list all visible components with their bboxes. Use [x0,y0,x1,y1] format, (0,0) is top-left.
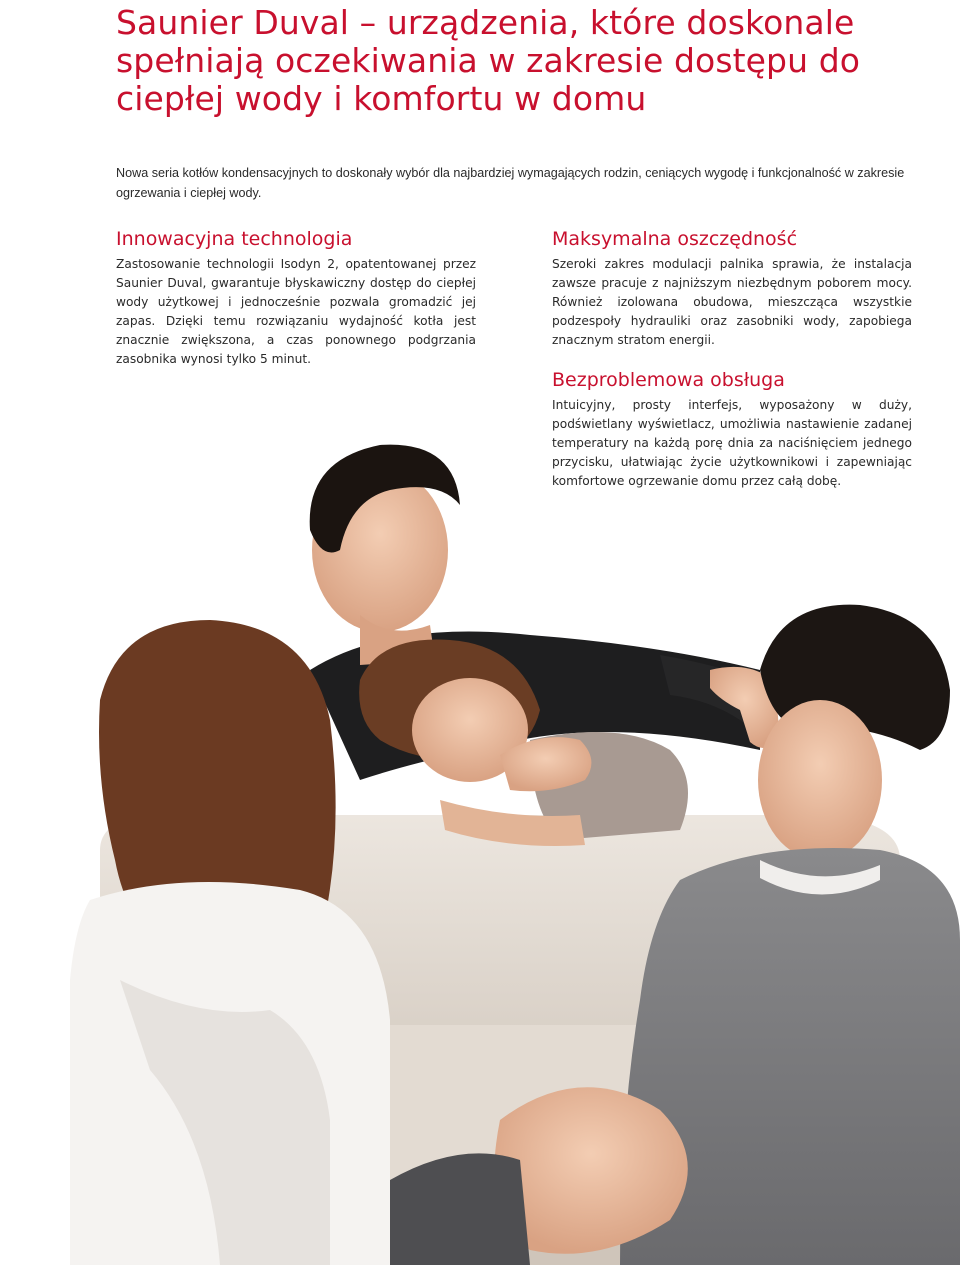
headline: Saunier Duval – urządzenia, które doskonale spełniają oczekiwania w zakresie dostępu do ciepłej wody i komfortu w domu [116,3,861,118]
section-title-easy-operation: Bezproblemowa obsługa [552,369,785,391]
section-body-innovative-technology: Zastosowanie technologii Isodyn 2, opatentowanej przez Saunier Duval, gwarantuje błyskawiczny dostęp do ciepłej wody użytkowej i jednocześnie pozwala gromadzić jej zapas. Dzięki temu rozwiązaniu wydajność kotła jest znacznie zwiększona, a czas ponownego podgrzania zasobnika wynosi tylko 5 minut. [116,257,476,366]
left-column [116,226,476,369]
family-photo-illustration [60,420,960,1265]
section-body-easy-operation: Intuicyjny, prosty interfejs, wyposażony w duży, podświetlany wyświetlacz, umożliwia nastawienie zadanej temperatury na każdą porę dnia za naciśnięciem jednego przycisku, ułatwiając życie użytkownikowi i zapewniając komfortowe ogrzewanie domu przez całą dobę. [552,398,912,488]
section-title-maximum-savings: Maksymalna oszczędność [552,228,798,250]
section-spacer [552,350,912,367]
boy-face [758,700,882,860]
section-title-innovative-technology: Innowacyjna technologia [116,228,353,250]
child-leg [390,1153,530,1265]
section-body-maximum-savings: Szeroki zakres modulacji palnika sprawia, że instalacja zawsze pracuje z najniższym niezbędnym poborem mocy. Również izolowana obudowa, mieszcząca wszystkie podzespoły hydrauliki oraz zasobniki wody, zapobiega znacznym stratom energii. [552,257,912,347]
family-photo [60,420,960,1265]
lead-paragraph: Nowa seria kotłów kondensacyjnych to doskonały wybór dla najbardziej wymagających rodzin, ceniących wygodę i funkcjonalność w zakresie ogrzewania i ciepłej wody. [116,166,905,200]
